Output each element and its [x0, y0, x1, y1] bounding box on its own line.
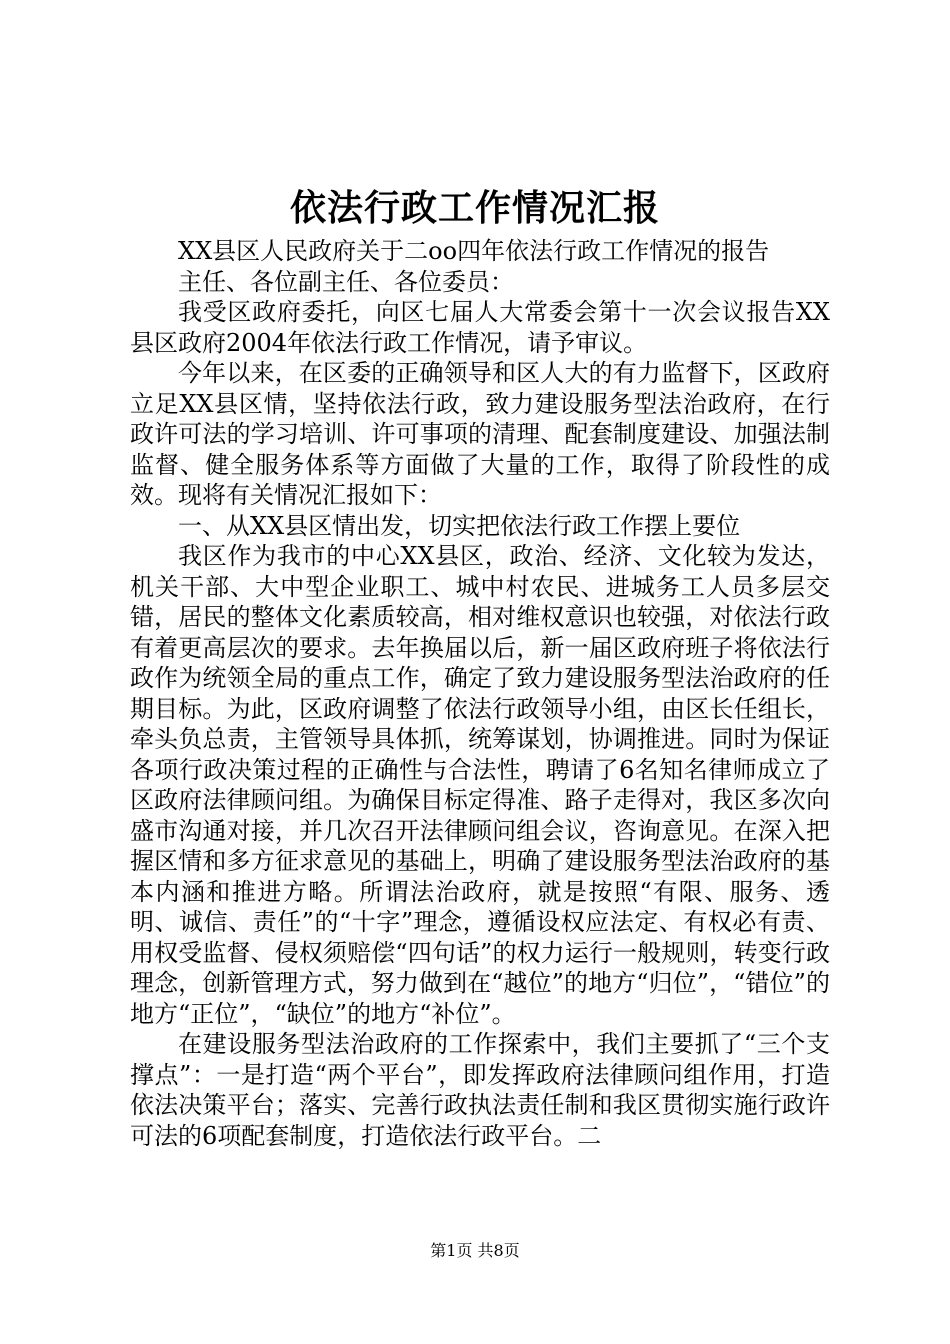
document-body [130, 236, 830, 1151]
section-heading-1: 一、从XX县区情出发，切实把依法行政工作摆上要位 [178, 511, 741, 540]
salutation: 主任、各位副主任、各位委员： [178, 267, 514, 296]
paragraph-section-1: 我区作为我市的中心XX县区，政治、经济、文化较为发达，机关干部、大中型企业职工、城中村农民、进城务工人员多层交错，居民的整体文化素质较高，相对维权意识也较强，对依法行政有着更高层次的要求。去年换届以后，新一届区政府班子将依法行政作为统领全局的重点工作，确定了致力建设服务型法治政府的任期目标。为此，区政府调整了依法行政领导小组，由区长任组长，牵头负总责，主管领导具体抓，统筹谋划，协调推进。同时为保证各项行政决策过程的正确性与合法性，聘请了6名知名律师成立了区政府法律顾问组。为确保目标定得准、路子走得对，我区多次向盛市沟通对接，并几次召开法律顾问组会议，咨询意见。在深入把握区情和多方征求意见的基础上，明确了建设服务型法治政府的基本内涵和推进方略。所谓法治政府，就是按照“有限、服务、透明、诚信、责任”的“十字”理念，遵循设权应法定、有权必有责、用权受监督、侵权须赔偿“四句话”的权力运行一般规则，转变行政理念，创新管理方式，努力做到在“越位”的地方“归位”，“错位”的地方“正位”，“缺位”的地方“补位”。 [130, 542, 830, 1028]
document-title: 依法行政工作情况汇报 [289, 187, 660, 229]
paragraph-support-points: 在建设服务型法治政府的工作探索中，我们主要抓了“三个支撑点”：一是打造“两个平台”，即发挥政府法律顾问组作用，打造依法决策平台；落实、完善行政执法责任制和我区贯彻实施行政许可法的6项配套制度，打造依法行政平台。二 [130, 1030, 830, 1150]
paragraph-overview: 今年以来，在区委的正确领导和区人大的有力监督下，区政府立足XX县区情，坚持依法行政，致力建设服务型法治政府，在行政许可法的学习培训、许可事项的清理、配套制度建设、加强法制监督、健全服务体系等方面做了大量的工作，取得了阶段性的成效。现将有关情况汇报如下： [130, 359, 830, 509]
report-heading: XX县区人民政府关于二oo四年依法行政工作情况的报告 [178, 237, 770, 265]
paragraph-intro: 我受区政府委托，向区七届人大常委会第十一次会议报告XX县区政府2004年依法行政工作情况，请予审议。 [130, 298, 830, 357]
page-footer: 第1页 共8页 [430, 1241, 520, 1260]
